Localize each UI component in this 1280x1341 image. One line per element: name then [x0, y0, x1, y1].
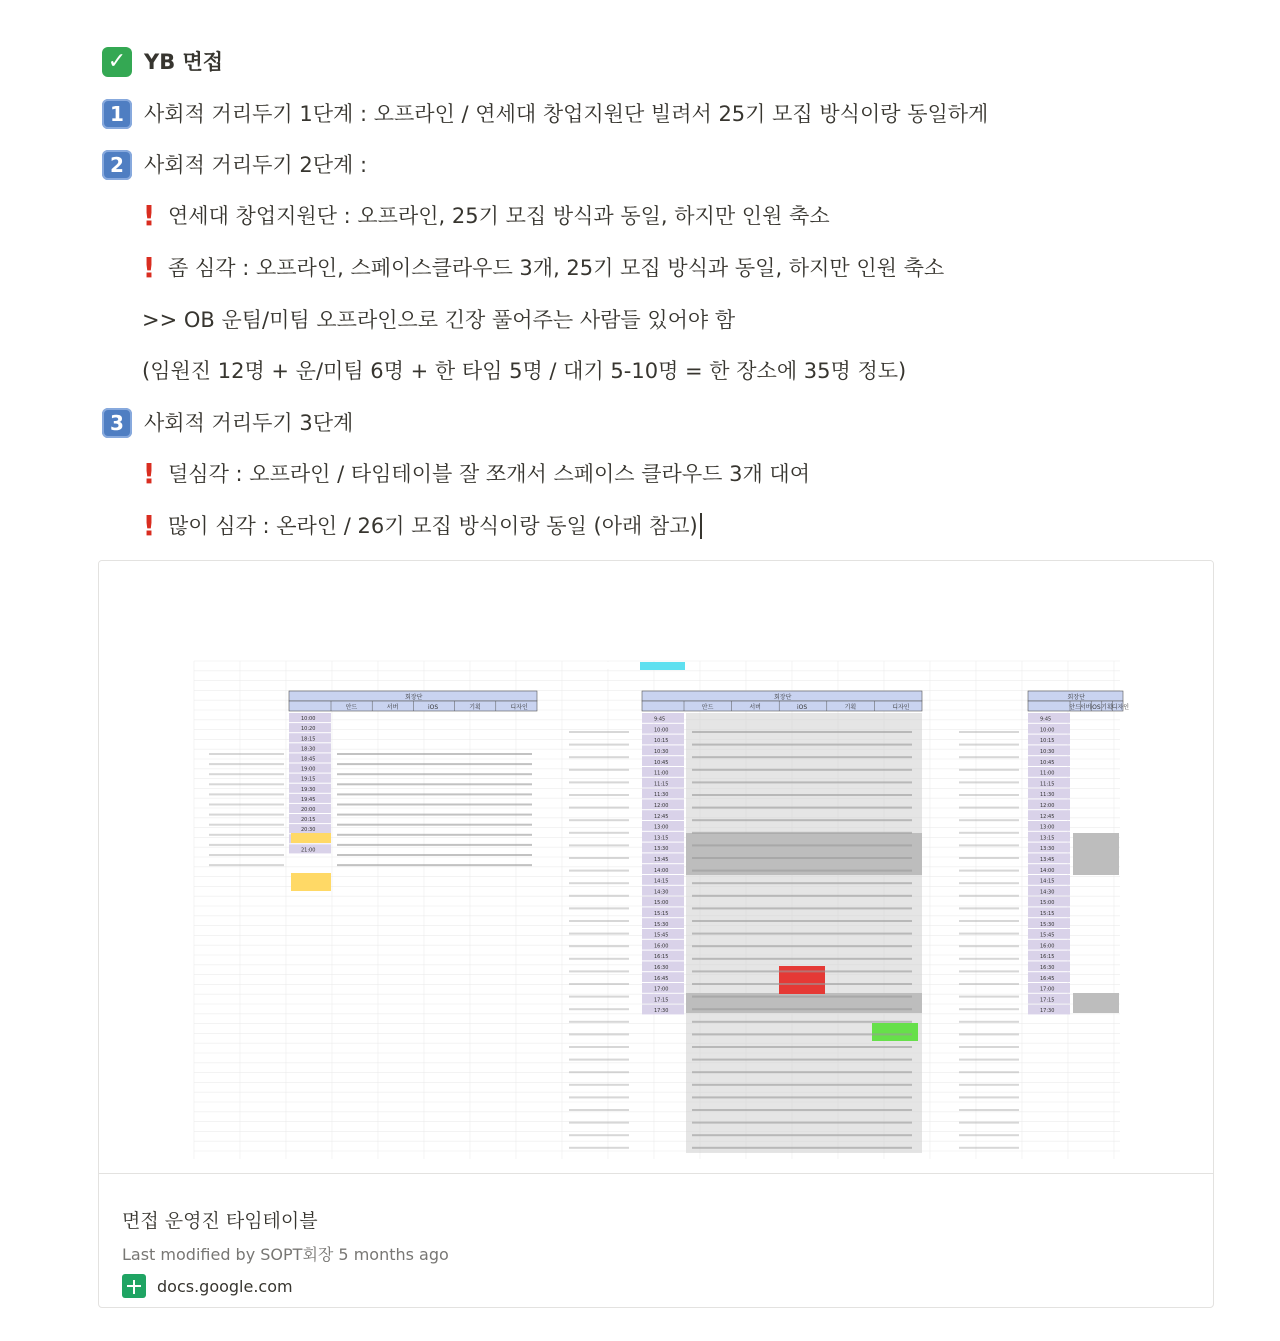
- column-header-label: iOS: [797, 704, 808, 711]
- side-note-hint: [209, 864, 284, 866]
- side-note-hint: [569, 744, 629, 746]
- side-note-hint: [569, 920, 629, 922]
- side-note-hint: [959, 744, 1019, 746]
- data-row-hint: [692, 933, 912, 935]
- bookmark-link[interactable]: [122, 1274, 293, 1298]
- side-note-hint: [959, 870, 1019, 872]
- data-row-hint: [337, 793, 532, 795]
- data-row-hint: [692, 819, 912, 821]
- time-label: 10:45: [654, 759, 669, 766]
- time-label: 10:00: [301, 716, 316, 723]
- time-label: 15:00: [654, 900, 669, 907]
- section-2-item-1[interactable]: [142, 201, 830, 231]
- section-2-note-1-text: >> OB 운팀/미팀 오프라인으로 긴장 풀어주는 사람들 있어야 함: [142, 308, 736, 332]
- table-header-label: 회장단: [1067, 694, 1085, 701]
- data-row-hint: [692, 970, 912, 972]
- side-note-hint: [209, 773, 284, 775]
- time-label: 13:15: [1040, 835, 1055, 842]
- column-header-label: 기획: [1101, 704, 1113, 711]
- red-cell: [779, 966, 825, 994]
- time-label: 10:30: [654, 748, 669, 755]
- time-label: 19:00: [301, 766, 316, 773]
- side-note-hint: [569, 1147, 629, 1149]
- side-note-hint: [959, 933, 1019, 935]
- side-note-hint: [959, 882, 1019, 884]
- bookmark-domain: docs.google.com: [157, 1276, 293, 1296]
- section-2-note-2-text: (임원진 12명 + 운/미팀 6명 + 한 타임 5명 / 대기 5-10명 = 한 장소에 35명 정도): [142, 359, 907, 383]
- section-3-row[interactable]: [102, 408, 353, 438]
- time-label: 17:30: [654, 1008, 669, 1015]
- side-note-hint: [209, 804, 284, 806]
- side-note-hint: [569, 769, 629, 771]
- column-header-label: 서버: [749, 704, 761, 711]
- data-row-hint: [692, 1071, 912, 1073]
- time-label: 10:00: [1040, 727, 1055, 734]
- bookmark-title[interactable]: 면접 운영진 타임테이블: [122, 1210, 318, 1232]
- side-note-hint: [959, 1122, 1019, 1124]
- side-note-hint: [959, 1134, 1019, 1136]
- data-row-hint: [692, 895, 912, 897]
- data-row-hint: [692, 832, 912, 834]
- section-2-item-2[interactable]: [142, 253, 944, 283]
- column-header-label: iOS: [428, 704, 439, 711]
- side-note-hint: [569, 756, 629, 758]
- data-row-hint: [692, 807, 912, 809]
- data-row-hint: [692, 1084, 912, 1086]
- side-note-hint: [569, 970, 629, 972]
- time-label: 10:15: [1040, 738, 1055, 745]
- section-3-item-2[interactable]: [142, 511, 702, 541]
- side-note-hint: [959, 920, 1019, 922]
- side-note-hint: [959, 1147, 1019, 1149]
- side-note-hint: [569, 907, 629, 909]
- time-label: 14:00: [654, 867, 669, 874]
- side-note-hint: [569, 1033, 629, 1035]
- keycap-2-icon: 2: [102, 150, 132, 180]
- time-label: 17:30: [1040, 1008, 1055, 1015]
- side-note-hint: [569, 1122, 629, 1124]
- heading-row: [102, 47, 223, 77]
- side-note-hint: [569, 983, 629, 985]
- time-label: 10:20: [301, 726, 316, 733]
- section-3-item-2-text: 많이 심각 : 온라인 / 26기 모집 방식이랑 동일 (아래 참고): [168, 514, 698, 538]
- time-label: 18:15: [301, 736, 316, 743]
- time-label: 9:45: [654, 716, 666, 723]
- green-cell: [872, 1023, 918, 1041]
- time-label: 13:45: [1040, 856, 1055, 863]
- side-note-hint: [569, 1071, 629, 1073]
- side-note-hint: [569, 945, 629, 947]
- side-note-hint: [569, 1109, 629, 1111]
- data-row-hint: [692, 1008, 912, 1010]
- time-label: 16:45: [654, 975, 669, 982]
- data-row-hint: [692, 1134, 912, 1136]
- side-note-hint: [959, 1033, 1019, 1035]
- side-note-hint: [569, 1084, 629, 1086]
- column-header-label: 디자인: [1111, 704, 1130, 711]
- side-note-hint: [569, 781, 629, 783]
- time-label: 15:15: [1040, 910, 1055, 917]
- side-note-hint: [959, 819, 1019, 821]
- data-row-hint: [692, 1021, 912, 1023]
- data-row-hint: [692, 983, 912, 985]
- side-note-hint: [959, 756, 1019, 758]
- side-note-hint: [569, 1059, 629, 1061]
- data-row-hint: [692, 1109, 912, 1111]
- time-label: 10:15: [654, 738, 669, 745]
- side-note-hint: [569, 1134, 629, 1136]
- time-label: 16:15: [1040, 954, 1055, 961]
- data-row-hint: [692, 844, 912, 846]
- side-note-hint: [569, 819, 629, 821]
- side-note-hint: [569, 895, 629, 897]
- side-note-hint: [569, 958, 629, 960]
- time-label: 11:30: [654, 792, 669, 799]
- time-label: 17:15: [1040, 997, 1055, 1004]
- time-label: 19:30: [301, 786, 316, 793]
- side-note-hint: [569, 1046, 629, 1048]
- data-row-hint: [692, 857, 912, 859]
- column-header-band: [289, 701, 537, 711]
- side-note-hint: [959, 1071, 1019, 1073]
- column-header-label: iOS: [1090, 704, 1101, 711]
- side-note-hint: [209, 783, 284, 785]
- column-header-label: 기획: [469, 704, 481, 711]
- data-row-hint: [692, 907, 912, 909]
- side-note-hint: [959, 970, 1019, 972]
- time-label: 19:45: [301, 796, 316, 803]
- side-note-hint: [209, 824, 284, 826]
- side-note-hint: [569, 1008, 629, 1010]
- data-row-hint: [337, 824, 532, 826]
- gray-block-right-2: [1073, 993, 1119, 1013]
- side-note-hint: [209, 844, 284, 846]
- keycap-3-icon: 3: [102, 408, 132, 438]
- time-label: 17:00: [1040, 986, 1055, 993]
- time-label: 9:45: [1040, 716, 1052, 723]
- time-label: 18:45: [301, 756, 316, 763]
- data-row-hint: [692, 1059, 912, 1061]
- exclamation-icon: !: [142, 509, 156, 542]
- side-note-hint: [959, 1008, 1019, 1010]
- side-note-hint: [569, 996, 629, 998]
- exclamation-icon: !: [142, 457, 156, 490]
- time-label: 11:15: [654, 781, 669, 788]
- side-note-hint: [209, 814, 284, 816]
- side-note-hint: [959, 794, 1019, 796]
- time-label: 14:15: [1040, 878, 1055, 885]
- side-note-hint: [209, 763, 284, 765]
- side-note-hint: [959, 1096, 1019, 1098]
- side-note-hint: [959, 807, 1019, 809]
- time-label: 14:15: [654, 878, 669, 885]
- side-note-hint: [959, 945, 1019, 947]
- column-header-label: 안드: [345, 704, 358, 711]
- side-note-hint: [569, 731, 629, 733]
- side-note-hint: [569, 844, 629, 846]
- data-row-hint: [692, 1033, 912, 1035]
- time-label: 14:30: [1040, 889, 1055, 896]
- side-note-hint: [959, 1109, 1019, 1111]
- data-row-hint: [692, 1147, 912, 1149]
- side-note-hint: [959, 983, 1019, 985]
- time-label: 11:15: [1040, 781, 1055, 788]
- time-label: 15:45: [1040, 932, 1055, 939]
- data-row-hint: [692, 769, 912, 771]
- data-row-hint: [337, 773, 532, 775]
- side-note-hint: [569, 832, 629, 834]
- data-row-hint: [337, 804, 532, 806]
- data-row-hint: [337, 763, 532, 765]
- time-label: 20:30: [301, 827, 316, 834]
- time-label: 16:15: [654, 954, 669, 961]
- time-label: 12:45: [654, 813, 669, 820]
- data-row-hint: [692, 1096, 912, 1098]
- time-label: 13:15: [654, 835, 669, 842]
- time-label: 14:00: [1040, 867, 1055, 874]
- side-note-hint: [959, 832, 1019, 834]
- time-label: 11:30: [1040, 792, 1055, 799]
- time-label: 11:00: [1040, 770, 1055, 777]
- exclamation-icon: !: [142, 251, 156, 284]
- time-label: 16:00: [1040, 943, 1055, 950]
- gray-block-lunch: [686, 833, 922, 875]
- google-sheets-icon: [122, 1274, 146, 1298]
- side-note-hint: [959, 907, 1019, 909]
- time-label: 15:45: [654, 932, 669, 939]
- column-header-label: 안드: [1069, 704, 1081, 711]
- bookmark-meta[interactable]: [99, 1174, 1213, 1308]
- section-2-note-1[interactable]: [142, 305, 735, 335]
- section-2-row[interactable]: [102, 150, 367, 180]
- time-label: 13:30: [654, 846, 669, 853]
- column-header-label: 안드: [701, 704, 714, 711]
- data-row-hint: [337, 844, 532, 846]
- table-header-label: 회장단: [405, 694, 423, 701]
- side-note-hint: [569, 857, 629, 859]
- side-note-hint: [959, 857, 1019, 859]
- section-1-row[interactable]: [102, 99, 988, 129]
- section-1-text: 사회적 거리두기 1단계 : 오프라인 / 연세대 창업지원단 빌려서 25기 모집 방식이랑 동일하게: [144, 102, 989, 126]
- section-3-text: 사회적 거리두기 3단계: [144, 411, 354, 435]
- time-label: 16:30: [654, 964, 669, 971]
- side-note-hint: [959, 958, 1019, 960]
- bookmark-card[interactable]: [98, 560, 1214, 1308]
- column-header-label: 기획: [844, 704, 857, 711]
- data-row-hint: [337, 864, 532, 866]
- time-label: 17:00: [654, 986, 669, 993]
- time-label: 15:00: [1040, 900, 1055, 907]
- time-label: 14:30: [654, 889, 669, 896]
- side-note-hint: [959, 769, 1019, 771]
- page-heading: YB 면접: [144, 50, 224, 74]
- yellow-cell-2: [291, 873, 331, 891]
- time-label: 21:00: [301, 847, 316, 854]
- column-header-label: 서버: [1079, 704, 1092, 711]
- time-label: 20:15: [301, 817, 316, 824]
- time-label: 13:00: [654, 824, 669, 831]
- data-row-hint: [692, 882, 912, 884]
- side-note-hint: [209, 834, 284, 836]
- time-label: 18:30: [301, 746, 316, 753]
- side-note-hint: [959, 996, 1019, 998]
- time-label: 15:30: [1040, 921, 1055, 928]
- side-note-hint: [959, 781, 1019, 783]
- time-label: 13:00: [1040, 824, 1055, 831]
- data-row-hint: [692, 870, 912, 872]
- section-2-item-2-text: 좀 심각 : 오프라인, 스페이스클라우드 3개, 25기 모집 방식과 동일, 하지만 인원 축소: [168, 256, 945, 280]
- side-note-hint: [569, 933, 629, 935]
- side-note-hint: [569, 870, 629, 872]
- data-row-hint: [692, 920, 912, 922]
- data-row-hint: [692, 794, 912, 796]
- time-label: 16:00: [654, 943, 669, 950]
- side-note-hint: [959, 1059, 1019, 1061]
- spreadsheet-thumbnail: [99, 561, 1213, 1173]
- time-label: 12:45: [1040, 813, 1055, 820]
- side-note-hint: [569, 794, 629, 796]
- time-label: 10:45: [1040, 759, 1055, 766]
- keycap-1-icon: 1: [102, 99, 132, 129]
- side-note-hint: [209, 753, 284, 755]
- time-label: 13:45: [654, 856, 669, 863]
- data-row-hint: [337, 753, 532, 755]
- data-row-hint: [692, 958, 912, 960]
- data-row-hint: [692, 756, 912, 758]
- column-header-label: 서버: [386, 704, 399, 711]
- bookmark-subtitle: Last modified by SOPT회장 5 months ago: [122, 1245, 449, 1264]
- time-label: 15:30: [654, 921, 669, 928]
- data-row-hint: [692, 744, 912, 746]
- section-2-text: 사회적 거리두기 2단계 :: [144, 153, 368, 177]
- time-label: 16:45: [1040, 975, 1055, 982]
- section-2-note-2[interactable]: [142, 356, 906, 386]
- cyan-bar: [640, 662, 685, 670]
- time-label: 13:30: [1040, 846, 1055, 853]
- data-row-hint: [692, 781, 912, 783]
- time-label: 16:30: [1040, 964, 1055, 971]
- time-label: 11:00: [654, 770, 669, 777]
- side-note-hint: [209, 854, 284, 856]
- text-cursor: [700, 513, 702, 539]
- side-note-hint: [959, 844, 1019, 846]
- gray-block-right: [1073, 833, 1119, 875]
- time-label: 10:30: [1040, 748, 1055, 755]
- data-row-hint: [692, 731, 912, 733]
- side-note-hint: [569, 882, 629, 884]
- top-label-bg: [599, 662, 639, 669]
- data-row-hint: [692, 1046, 912, 1048]
- time-label: 19:15: [301, 776, 316, 783]
- data-row-hint: [337, 834, 532, 836]
- data-row-hint: [337, 814, 532, 816]
- data-row-hint: [337, 783, 532, 785]
- time-label: 17:15: [654, 997, 669, 1004]
- time-label: 20:00: [301, 806, 316, 813]
- yellow-cell: [291, 833, 331, 843]
- data-row-hint: [692, 996, 912, 998]
- side-note-hint: [959, 731, 1019, 733]
- column-header-label: 디자인: [510, 704, 528, 711]
- data-row-hint: [337, 854, 532, 856]
- time-label: 15:15: [654, 910, 669, 917]
- section-2-item-1-text: 연세대 창업지원단 : 오프라인, 25기 모집 방식과 동일, 하지만 인원 축소: [168, 204, 830, 228]
- exclamation-icon: !: [142, 199, 156, 232]
- time-label: 12:00: [1040, 802, 1055, 809]
- time-label: 10:00: [654, 727, 669, 734]
- side-note-hint: [209, 793, 284, 795]
- spreadsheet-preview-image[interactable]: [99, 561, 1213, 1174]
- side-note-hint: [569, 1096, 629, 1098]
- section-3-item-1-text: 덜심각 : 오프라인 / 타임테이블 잘 쪼개서 스페이스 클라우드 3개 대여: [168, 462, 810, 486]
- column-header-label: 디자인: [892, 704, 910, 711]
- table-header-label: 회장단: [774, 694, 792, 701]
- side-note-hint: [959, 1084, 1019, 1086]
- side-note-hint: [569, 1021, 629, 1023]
- side-note-hint: [569, 807, 629, 809]
- time-label: 12:00: [654, 802, 669, 809]
- side-note-hint: [959, 1021, 1019, 1023]
- data-row-hint: [692, 945, 912, 947]
- section-3-item-1[interactable]: [142, 459, 810, 489]
- check-mark-button-icon: ✓: [102, 47, 132, 77]
- side-note-hint: [959, 895, 1019, 897]
- side-note-hint: [959, 1046, 1019, 1048]
- data-row-hint: [692, 1122, 912, 1124]
